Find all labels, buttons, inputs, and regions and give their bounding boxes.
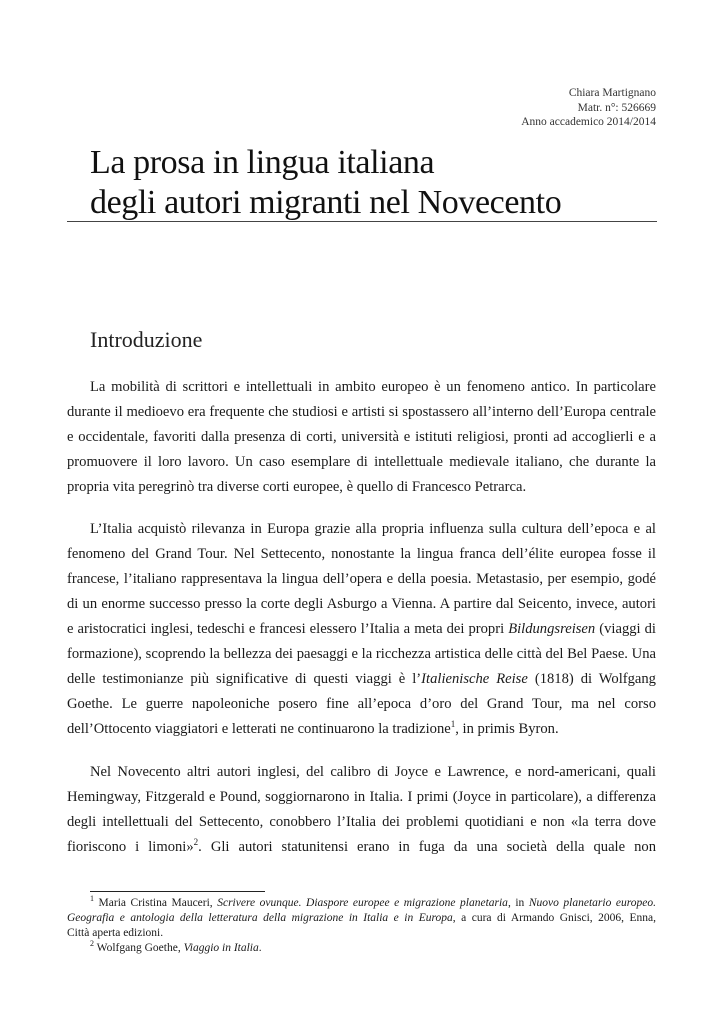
paragraph-2-line: Goethe. Le guerre napoleoniche posero fine all’epoca d’oro del Grand Tour, ma nel corso bbox=[67, 696, 656, 712]
paragraph-3-line: fioriscono i limoni»$^2$. Gli autori statunitensi erano in fuga da una società della quale non bbox=[67, 837, 656, 855]
author-info bbox=[521, 86, 656, 130]
footnote-ref-2[interactable]: 2 bbox=[193, 837, 199, 848]
academic-year: Anno accademico 2014/2014 bbox=[521, 116, 656, 128]
paragraph-1-line: e occidentale, favoriti dalla presenza di corti, università e istituti religiosi, pronti ad accoglierli e a bbox=[67, 429, 656, 445]
paragraph-2-line: dell’Ottocento viaggiatori e letterati ne continuarono la tradizione$^1$, in primis Byron. bbox=[67, 719, 559, 737]
footnote-number: 2 bbox=[90, 939, 94, 949]
italic-term: Bildungsreisen bbox=[508, 621, 596, 637]
page-title bbox=[90, 143, 690, 223]
footnote-ref-1[interactable]: 1 bbox=[450, 719, 456, 730]
paragraph-3-line: degli intellettuali del Settecento, conobbero l’Italia dei problemi quotidiani e non «la terra dove bbox=[67, 814, 656, 830]
paragraph-3-line: Nel Novecento altri autori inglesi, del calibro di Joyce e Lawrence, e nord-americani, quali bbox=[90, 764, 656, 780]
author-name: Chiara Martignano bbox=[568, 87, 656, 99]
paragraph-2-line: e aristocratici inglesi, tedeschi e francesi elessero l’Italia a meta dei propri Bildungsreisen (viaggi di bbox=[67, 621, 656, 637]
paragraph-2-line: L’Italia acquistò rilevanza in Europa grazie alla propria influenza sulla cultura dell’epoca e al bbox=[90, 521, 656, 537]
footnote-number: 1 bbox=[90, 894, 94, 904]
footnote-2-line: $^2$ Wolfgang Goethe, Viaggio in Italia. bbox=[90, 939, 262, 954]
title-line-1: La prosa in lingua italiana bbox=[90, 144, 435, 181]
title-line-2: degli autori migranti nel Novecento bbox=[90, 184, 562, 221]
italic-title: Italienische Reise bbox=[421, 671, 528, 687]
title-divider bbox=[67, 221, 657, 222]
paragraph-2-line: francese, l’italiano rappresentava la lingua dell’opera e della poesia. Metastasio, per esempio, godé bbox=[67, 571, 656, 587]
footnote-1-line: Geografia e antologia della letteratura della migrazione in Italia e in Europa, a cura di Armando Gnisci, 2006, Enna, bbox=[67, 912, 657, 924]
paragraph-1-line: durante il medioevo era frequente che studiosi e artisti si spostassero all’interno dell’Europa centrale bbox=[67, 404, 656, 420]
paragraph-2-line: delle testimonianze più significative di questi viaggi è l’Italienische Reise (1818) di Wolfgang bbox=[67, 671, 656, 687]
paragraph-2-line: formazione), scoprendo la bellezza dei paesaggi e la ricchezza artistica delle città del Bel Paese. Una bbox=[67, 646, 656, 662]
paragraph-2-line: fenomeno del Grand Tour. Nel Settecento, nonostante la lingua franca dell’élite europea fosse il bbox=[67, 546, 656, 562]
footnote-1-line: $^1$ Maria Cristina Mauceri, Scrivere ovunque. Diaspore europee e migrazione planetaria, in Nuovo planetario europeo. bbox=[90, 894, 656, 909]
footnote-1-line: Città aperta edizioni. bbox=[67, 927, 164, 939]
paragraph-1-line: La mobilità di scrittori e intellettuali in ambito europeo è un fenomeno antico. In particolare bbox=[90, 379, 656, 395]
section-heading: Introduzione bbox=[90, 327, 203, 352]
paragraph-2-line: di un enorme successo presso la corte degli Asburgo a Vienna. A partire dal Seicento, invece, autori bbox=[67, 596, 656, 612]
paragraph-1-line: promuovere il loro lavoro. Un caso esemplare di intellettuale medievale italiano, che durante la bbox=[67, 454, 656, 470]
paragraph-3-line: Hemingway, Fitzgerald e Pound, soggiornarono in Italia. I primi (Joyce in particolare), a differenza bbox=[67, 789, 656, 805]
paragraph-1-line: propria vita peregrinò tra diverse corti europee, è quello di Francesco Petrarca. bbox=[67, 479, 527, 495]
student-number: Matr. n°: 526669 bbox=[577, 101, 656, 114]
footnote-divider bbox=[90, 891, 265, 892]
